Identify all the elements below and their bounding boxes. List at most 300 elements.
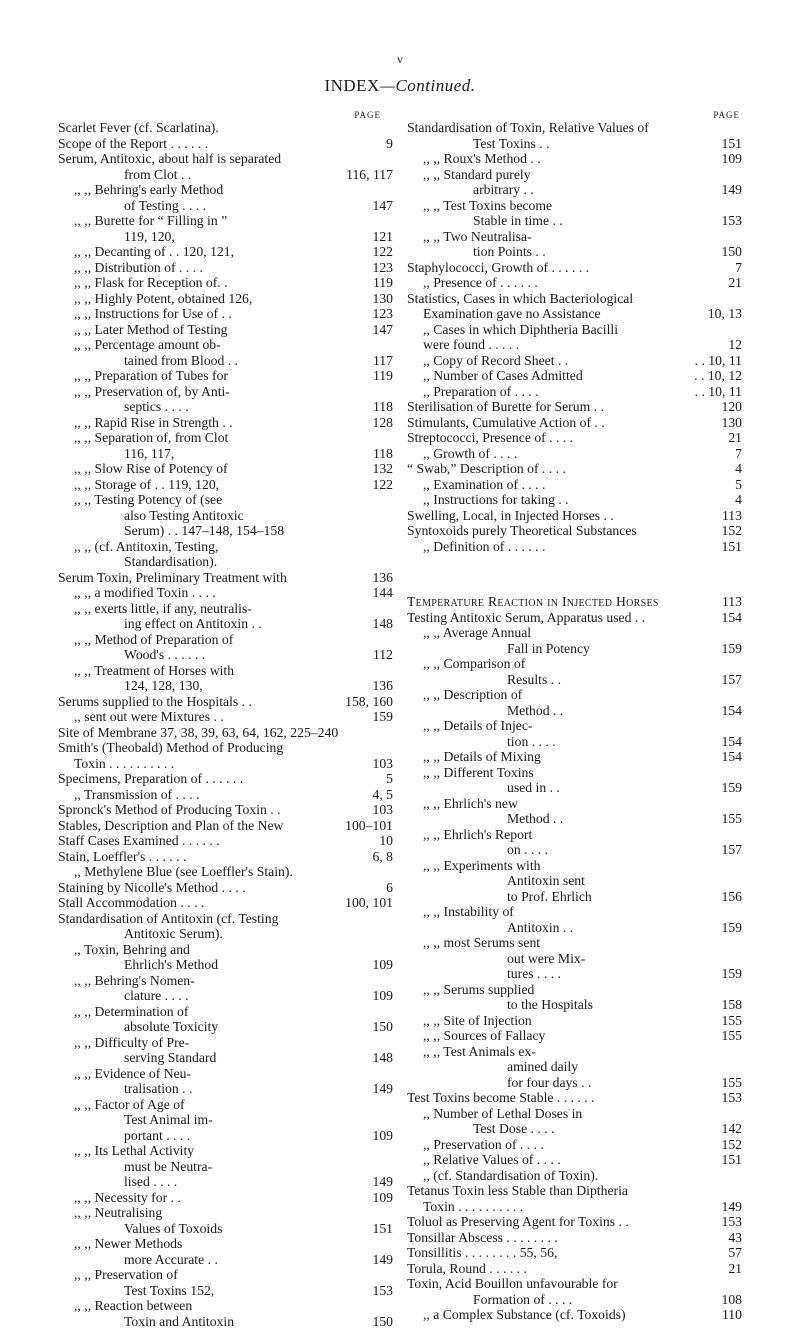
entry-page-ref: 121 <box>372 228 393 244</box>
entry-text: Syntoxoids purely Theoretical Substances <box>407 523 637 538</box>
entry-page-ref: 118 <box>372 399 393 414</box>
index-entry <box>58 167 393 183</box>
entry-page-ref: 149 <box>372 1081 393 1096</box>
entry-text: Smith's (Theobald) Method of Producing <box>58 740 284 755</box>
entry-text: ,, Cases in which Diphtheria Bacilli <box>423 321 619 337</box>
entry-text: ,, ,, Details of Mixing <box>423 749 541 764</box>
entry-text: ,, ,, Newer Methods <box>74 1236 183 1251</box>
index-entry <box>407 1183 742 1199</box>
entry-text: ,, ,, Description of <box>423 687 523 702</box>
entry-page-ref: 117 <box>372 352 393 368</box>
entry-text: ,, ,, Test Toxins become <box>423 197 553 213</box>
index-entry <box>58 1298 393 1314</box>
entry-page-ref: 4 <box>735 492 742 507</box>
entry-page-ref: 136 <box>372 569 393 585</box>
entry-page-ref: 12 <box>728 337 742 352</box>
index-entry <box>58 120 393 136</box>
entry-page-ref: 154 <box>721 609 742 625</box>
index-title: INDEX <box>324 76 380 95</box>
entry-text: ,, ,, Preservation of, by Anti- <box>74 383 230 399</box>
index-entry <box>58 802 393 818</box>
entry-page-ref: 110 <box>721 1307 742 1322</box>
index-entry <box>407 811 742 827</box>
entry-page-ref: 148 <box>372 1050 393 1065</box>
entry-text: Testing Antitoxic Serum, Apparatus used . . <box>407 609 646 625</box>
index-entry <box>407 1214 742 1230</box>
index-entry <box>58 756 393 772</box>
entry-page-ref: 158 <box>721 997 742 1012</box>
index-entry <box>407 842 742 858</box>
index-entry <box>407 1276 742 1292</box>
index-entry <box>58 461 393 477</box>
entry-page-ref: 5 <box>386 771 393 786</box>
entry-text: ,, ,, Behring's Nomen- <box>74 972 195 988</box>
page-signature-mark: v <box>397 52 403 66</box>
index-entry <box>58 229 393 245</box>
entry-text: ,, Number of Lethal Doses in <box>423 1105 583 1121</box>
entry-text: for four days . . <box>507 1074 592 1090</box>
entry-text: Toxin . . . . . . . . . . <box>423 1198 524 1214</box>
entry-text: ,, Copy of Record Sheet . . <box>423 352 569 368</box>
entry-text: Spronck's Method of Producing Toxin . . <box>58 802 281 817</box>
entry-page-ref: 159 <box>721 640 742 656</box>
entry-text: ,, ,, Preservation of <box>74 1267 178 1282</box>
entry-page-ref: 153 <box>721 1090 742 1105</box>
entry-page-ref: 119 <box>372 368 393 383</box>
index-entry <box>58 430 393 446</box>
entry-text: ing effect on Antitoxin . . <box>124 616 262 631</box>
index-entry <box>407 641 742 657</box>
index-entry <box>58 244 393 260</box>
entry-page-ref: 5 <box>735 476 742 492</box>
index-entry <box>58 864 393 880</box>
right-page-label: PAGE <box>713 110 740 120</box>
entry-page-ref: 149 <box>372 1251 393 1267</box>
entry-page-ref: 159 <box>372 709 393 724</box>
entry-text: ,, ,, Method of Preparation of <box>74 631 234 647</box>
entry-text: ,, ,, Sources of Fallacy <box>423 1028 546 1043</box>
entry-page-ref: 156 <box>721 888 742 904</box>
entry-page-ref: 103 <box>372 755 393 771</box>
index-entry <box>58 1252 393 1268</box>
entry-text: Specimens, Preparation of . . . . . . <box>58 771 244 786</box>
index-entry <box>58 1143 393 1159</box>
entry-text: Serum) . . 147–148, 154–158 <box>124 523 285 538</box>
entry-text: ,, ,, Standard purely <box>423 166 531 182</box>
entry-page-ref: 155 <box>721 1074 742 1090</box>
entry-page-ref: 149 <box>721 182 742 197</box>
entry-text: ,, ,, Testing Potency of (see <box>74 492 223 507</box>
entry-page-ref: 154 <box>721 702 742 718</box>
entry-text: ,, ,, Preparation of Tubes for <box>74 368 228 383</box>
entry-text: Values of Toxoids <box>124 1220 223 1236</box>
entry-text: Serum, Antitoxic, about half is separated <box>58 151 282 166</box>
index-entry <box>407 461 742 477</box>
entry-text: ,, ,, Reaction between <box>74 1298 193 1313</box>
index-entry <box>58 384 393 400</box>
index-entry <box>58 1019 393 1035</box>
index-entry <box>407 656 742 672</box>
index-entry <box>58 957 393 973</box>
index-entry <box>407 384 742 400</box>
entry-page-ref: 123 <box>372 259 393 275</box>
entry-page-ref: 120 <box>721 399 742 414</box>
entry-page-ref: 152 <box>721 1136 742 1152</box>
entry-text: Tetanus Toxin less Stable than Diptheria <box>407 1183 628 1198</box>
index-entry <box>58 446 393 462</box>
entry-page-ref: 148 <box>372 616 393 631</box>
index-entry <box>407 1199 742 1215</box>
entry-page-ref: 157 <box>721 671 742 687</box>
entry-page-ref: 149 <box>721 1198 742 1214</box>
index-entry <box>58 926 393 942</box>
entry-text: 116, 117, <box>124 445 175 461</box>
entry-text: ,, ,, Roux's Method . . <box>423 151 541 166</box>
index-entry <box>58 1112 393 1128</box>
entry-text: ,, ,, Treatment of Horses with <box>74 662 235 678</box>
entry-page-ref: 149 <box>372 1174 393 1189</box>
index-entry <box>407 920 742 936</box>
entry-page-ref: 128 <box>372 414 393 430</box>
entry-text: ,, ,, Instructions for Use of . . <box>74 306 232 321</box>
index-entry <box>58 1035 393 1051</box>
index-entry <box>407 415 742 431</box>
entry-text: ,, ,, Later Method of Testing <box>74 321 228 337</box>
entry-text: 124, 128, 130, <box>124 678 203 693</box>
index-entry <box>58 1205 393 1221</box>
entry-text: Streptococci, Presence of . . . . <box>407 430 574 445</box>
entry-page-ref: 159 <box>721 919 742 935</box>
entry-text: ,, Growth of . . . . <box>423 445 518 461</box>
index-entry <box>407 198 742 214</box>
index-entry <box>407 508 742 524</box>
entry-text: Antitoxic Serum). <box>124 926 223 941</box>
entry-text: Antitoxin . . <box>507 919 574 935</box>
entry-page-ref: 108 <box>721 1291 742 1307</box>
entry-text: Standardisation of Antitoxin (cf. Testing <box>58 910 279 926</box>
entry-text: “ Swab,” Description of . . . . <box>407 461 566 476</box>
entry-text: absolute Toxicity <box>124 1019 219 1034</box>
entry-text: Formation of . . . . <box>473 1291 573 1307</box>
entry-text: ,, ,, Storage of . . 119, 120, <box>74 476 220 492</box>
index-entry <box>407 399 742 415</box>
entry-page-ref: 113 <box>721 594 742 609</box>
entry-text: Tonsillitis . . . . . . . . 55, 56, <box>407 1245 558 1260</box>
index-entry <box>407 780 742 796</box>
entry-text: ,, (cf. Standardisation of Toxin). <box>423 1167 599 1183</box>
entry-page-ref: 147 <box>372 321 393 337</box>
entry-text: to Prof. Ehrlich <box>507 888 592 904</box>
index-entry <box>407 1292 742 1308</box>
index-entry <box>407 1168 742 1184</box>
entry-page-ref: 130 <box>721 414 742 430</box>
index-entry <box>58 833 393 849</box>
entry-page-ref: 157 <box>721 842 742 857</box>
entry-page-ref: 132 <box>372 461 393 476</box>
entry-text: Test Animal im- <box>124 1112 213 1127</box>
index-entry <box>58 647 393 663</box>
index-entry <box>407 539 742 555</box>
entry-page-ref: 150 <box>372 1313 393 1329</box>
entry-text: tures . . . . <box>507 966 561 981</box>
entry-page-ref: 119 <box>372 275 393 290</box>
entry-text: Toxin . . . . . . . . . . <box>74 755 175 771</box>
index-entry <box>58 880 393 896</box>
entry-page-ref: 109 <box>372 1127 393 1143</box>
index-entry <box>58 1081 393 1097</box>
entry-page-ref: 136 <box>372 678 393 693</box>
entry-text: ,, sent out were Mixtures . . <box>74 709 224 724</box>
index-entry <box>58 182 393 198</box>
index-entry <box>58 508 393 524</box>
index-entry <box>58 198 393 214</box>
entry-text: from Clot . . <box>124 166 192 182</box>
entry-text: Fall in Potency <box>507 640 590 656</box>
index-entry <box>58 260 393 276</box>
entry-text: Test Toxins . . <box>473 135 550 151</box>
entry-text: must be Neutra- <box>124 1158 213 1174</box>
index-entry <box>58 415 393 431</box>
entry-text: ,, ,, most Serums sent <box>423 935 541 950</box>
index-entry <box>407 1106 742 1122</box>
entry-text: ,, ,, Factor of Age of <box>74 1096 185 1112</box>
index-entry <box>58 275 393 291</box>
index-entry <box>407 229 742 245</box>
entry-text: Swelling, Local, in Injected Horses . . <box>407 507 614 523</box>
index-entry <box>58 1267 393 1283</box>
entry-text: tion Points . . <box>473 244 546 259</box>
entry-text: Torula, Round . . . . . . <box>407 1260 527 1276</box>
entry-text: on . . . . <box>507 842 549 857</box>
index-entry <box>407 749 742 765</box>
entry-text: Examination gave no Assistance <box>423 306 601 321</box>
entry-text: serving Standard <box>124 1050 217 1065</box>
entry-text: Ehrlich's Method <box>124 957 219 972</box>
entry-page-ref: 100, 101 <box>345 895 393 910</box>
index-entry <box>407 1261 742 1277</box>
entry-page-ref: 159 <box>721 966 742 981</box>
entry-text: Site of Membrane 37, 38, 39, 63, 64, 162, 225–240 <box>58 724 339 740</box>
index-entry <box>58 725 393 741</box>
entry-text: ,, ,, Percentage amount ob- <box>74 337 221 352</box>
index-entry <box>58 1190 393 1206</box>
index-entry <box>58 554 393 570</box>
entry-text: Temperature Reaction in Injected Horses <box>407 594 659 609</box>
entry-page-ref: 109 <box>372 957 393 972</box>
entry-text: ,, ,, Different Toxins <box>423 764 534 780</box>
index-entry <box>58 942 393 958</box>
entry-text: ,, Methylene Blue (see Loeffler's Stain). <box>74 864 293 879</box>
entry-text: ,, ,, Comparison of <box>423 656 526 671</box>
entry-text: ,, Preservation of . . . . <box>423 1136 544 1152</box>
entry-page-ref: 151 <box>721 538 742 554</box>
index-entry <box>407 275 742 291</box>
entry-text: Stain, Loeffler's . . . . . . <box>58 848 187 864</box>
entry-page-ref: 43 <box>728 1229 742 1245</box>
index-entry <box>58 616 393 632</box>
entry-text: Antitoxin sent <box>507 873 585 888</box>
index-entry <box>58 1050 393 1066</box>
index-entry <box>407 1044 742 1060</box>
entry-text: Scope of the Report . . . . . . <box>58 135 209 151</box>
index-entry <box>407 765 742 781</box>
index-entry <box>407 492 742 508</box>
entry-text: Serum Toxin, Preliminary Treatment with <box>58 569 287 585</box>
index-entry <box>58 709 393 725</box>
entry-page-ref: . . 10, 11 <box>694 352 742 368</box>
index-entry <box>407 625 742 641</box>
entry-text: Staining by Nicolle's Method . . . . <box>58 879 246 895</box>
entry-text: also Testing Antitoxic <box>124 507 244 523</box>
index-entry <box>58 539 393 555</box>
index-entry <box>58 601 393 617</box>
entry-text: tained from Blood . . <box>124 352 239 368</box>
entry-text: ,, ,, exerts little, if any, neutralis- <box>74 600 252 616</box>
entry-text: ,, ,, Ehrlich's Report <box>423 826 533 842</box>
entry-text: ,, Transmission of . . . . <box>74 786 200 802</box>
entry-page-ref: 6, 8 <box>372 848 393 864</box>
entry-text: Stable in time . . <box>473 213 563 228</box>
entry-text: of Testing . . . . <box>124 197 207 213</box>
entry-text: more Accurate . . <box>124 1251 218 1267</box>
index-entry <box>58 1097 393 1113</box>
index-entry <box>58 570 393 586</box>
index-entry <box>58 973 393 989</box>
entry-page-ref: 109 <box>372 1189 393 1205</box>
entry-text: Toxin, Acid Bouillon unfavourable for <box>407 1276 618 1291</box>
entry-text: Method . . <box>507 702 564 718</box>
index-entry <box>407 1090 742 1106</box>
entry-text: ,, ,, (cf. Antitoxin, Testing, <box>74 538 219 554</box>
index-entry <box>407 734 742 750</box>
entry-text: Stall Accommodation . . . . <box>58 895 205 910</box>
index-entry <box>407 889 742 905</box>
index-entry <box>58 694 393 710</box>
entry-page-ref: 6 <box>386 879 393 895</box>
index-entry <box>58 1066 393 1082</box>
entry-text: amined daily <box>507 1059 579 1074</box>
entry-text: Toxin and Antitoxin <box>124 1313 235 1329</box>
index-entry <box>407 430 742 446</box>
index-entry <box>407 796 742 812</box>
entry-text: Standardisation of Toxin, Relative Values of <box>407 120 649 135</box>
index-entry <box>58 291 393 307</box>
entry-text: Tonsillar Abscess . . . . . . . . <box>407 1229 558 1245</box>
index-entry <box>407 120 742 136</box>
index-entry <box>407 1059 742 1075</box>
entry-page-ref: 10 <box>379 833 393 848</box>
entry-text: ,, ,, Experiments with <box>423 857 541 873</box>
entry-page-ref: 21 <box>728 275 742 290</box>
entry-text: Toluol as Preserving Agent for Toxins . . <box>407 1214 629 1229</box>
entry-page-ref: . . 10, 12 <box>694 368 742 383</box>
entry-text: 119, 120, <box>124 228 175 244</box>
index-entry <box>407 477 742 493</box>
entry-text: ,, ,, Behring's early Method <box>74 182 224 197</box>
entry-text: ,, ,, Evidence of Neu- <box>74 1065 192 1081</box>
entry-page-ref: 109 <box>721 151 742 166</box>
entry-page-ref: 158, 160 <box>345 693 393 709</box>
index-entry <box>407 306 742 322</box>
entry-page-ref: 142 <box>721 1121 742 1136</box>
entry-text: ,, ,, Slow Rise of Potency of <box>74 461 228 476</box>
entry-text: ,, Preparation of . . . . <box>423 383 539 399</box>
index-entry <box>407 703 742 719</box>
index-entry <box>407 167 742 183</box>
index-entry <box>58 632 393 648</box>
entry-spacer <box>407 554 742 574</box>
index-entry <box>407 858 742 874</box>
entry-page-ref: 4 <box>735 461 742 476</box>
entry-text: were found . . . . . <box>423 337 520 352</box>
entry-text: septics . . . . <box>124 399 189 414</box>
index-entry <box>407 935 742 951</box>
entry-text: Stables, Description and Plan of the New <box>58 817 284 833</box>
index-entry <box>407 1137 742 1153</box>
index-entry <box>407 213 742 229</box>
index-entry <box>407 1230 742 1246</box>
entry-page-ref: 116, 117 <box>346 166 393 182</box>
index-entry <box>407 951 742 967</box>
index-entry <box>58 492 393 508</box>
entry-text: ,, ,, Highly Potent, obtained 126, <box>74 290 253 306</box>
index-entry <box>407 966 742 982</box>
entry-page-ref: 21 <box>728 430 742 445</box>
entry-page-ref: 10, 13 <box>707 306 742 321</box>
index-entry <box>58 1004 393 1020</box>
entry-text: ,, Examination of . . . . <box>423 476 546 492</box>
entry-page-ref: 103 <box>372 802 393 817</box>
index-entry <box>407 1075 742 1091</box>
page-header <box>0 76 800 96</box>
entry-text: ,, ,, Distribution of . . . . <box>74 259 203 275</box>
index-entry <box>407 1245 742 1261</box>
left-index-column <box>58 110 393 1329</box>
index-entry <box>58 1159 393 1175</box>
entry-page-ref: 151 <box>721 1152 742 1167</box>
entry-page-ref: 113 <box>721 507 742 523</box>
index-entry <box>407 718 742 734</box>
entry-page-ref: 118 <box>372 445 393 461</box>
index-entry <box>407 687 742 703</box>
entry-text: tion . . . . <box>507 733 556 749</box>
index-entry <box>58 337 393 353</box>
index-entry <box>407 1307 742 1323</box>
index-entry <box>58 988 393 1004</box>
entry-text: out were Mix- <box>507 950 586 966</box>
entry-text: Standardisation). <box>124 554 218 569</box>
index-entry <box>58 911 393 927</box>
index-entry <box>58 136 393 152</box>
entry-page-ref: 150 <box>372 1019 393 1034</box>
entry-page-ref: 150 <box>721 244 742 259</box>
continued-label: —Continued. <box>379 76 476 95</box>
entry-text: ,, ,, Necessity for . . <box>74 1189 181 1205</box>
entry-page-ref: 153 <box>721 1214 742 1229</box>
entry-text: to the Hospitals <box>507 997 593 1012</box>
index-entry <box>407 151 742 167</box>
index-entry <box>407 827 742 843</box>
entry-text: ,, Relative Values of . . . . <box>423 1152 561 1167</box>
index-entry <box>58 818 393 834</box>
index-entry <box>58 740 393 756</box>
entry-page-ref: 147 <box>372 197 393 213</box>
entry-text: ,, ,, Separation of, from Clot <box>74 430 229 445</box>
index-entry <box>407 982 742 998</box>
entry-text: ,, ,, Two Neutralisa- <box>423 228 532 244</box>
index-entry <box>407 322 742 338</box>
entry-text: ,, ,, Decanting of . . 120, 121, <box>74 244 235 259</box>
